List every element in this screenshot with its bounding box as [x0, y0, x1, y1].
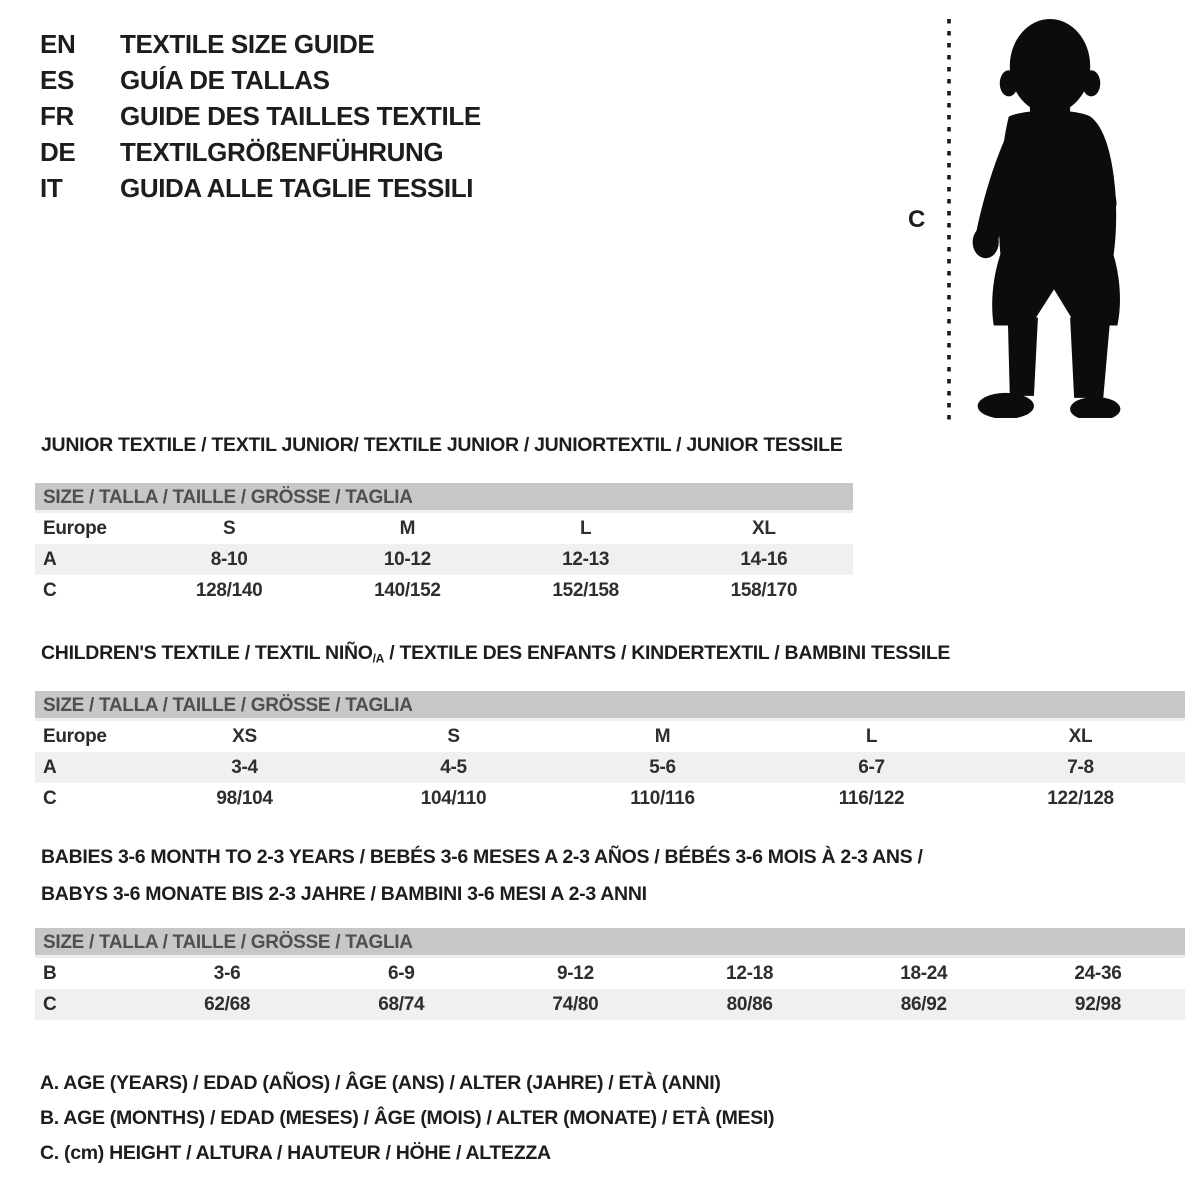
- age-cell: 3-6: [213, 962, 241, 984]
- height-cell: 116/122: [838, 787, 905, 809]
- language-code: IT: [40, 172, 63, 203]
- age-cell: 6-9: [387, 962, 415, 984]
- size-cell: S: [447, 725, 460, 747]
- height-cell: 80/86: [726, 993, 773, 1015]
- age-cell: 14-16: [740, 548, 788, 570]
- age-cell: 5-6: [649, 756, 676, 778]
- height-cell: 110/116: [630, 787, 695, 809]
- language-row: [40, 26, 481, 62]
- height-cell: 68/74: [378, 993, 425, 1015]
- age-cell: 6-7: [858, 756, 885, 778]
- heading-text: CHILDREN'S TEXTILE / TEXTIL NIÑO: [41, 642, 373, 664]
- language-title: TEXTILE SIZE GUIDE: [120, 28, 375, 59]
- babies-section-heading-line2: BABYS 3-6 MONATE BIS 2-3 JAHRE / BAMBINI 3-6 MESI A 2-3 ANNI: [41, 883, 647, 905]
- language-row: [40, 98, 481, 134]
- size-cell: XS: [232, 725, 257, 747]
- size-cell: M: [399, 517, 416, 539]
- table-row: [35, 783, 1185, 814]
- height-cell: 140/152: [374, 579, 441, 601]
- legend-item-b: B. AGE (MONTHS) / EDAD (MESES) / ÂGE (MOIS) / ALTER (MONATE) / ETÀ (MESI): [40, 1107, 775, 1129]
- row-label: A: [43, 548, 57, 570]
- table-row: [35, 513, 853, 544]
- age-cell: 12-18: [726, 962, 774, 984]
- height-cell: 122/128: [1047, 787, 1114, 809]
- row-label: B: [43, 962, 57, 984]
- junior-size-bar: SIZE / TALLA / TAILLE / GRÖSSE / TAGLIA: [35, 483, 853, 513]
- table-row: [35, 989, 1185, 1020]
- language-title: TEXTILGRÖßENFÜHRUNG: [120, 136, 444, 167]
- height-cell: 62/68: [204, 993, 251, 1015]
- legend-item-a: A. AGE (YEARS) / EDAD (AÑOS) / ÂGE (ANS) / ALTER (JAHRE) / ETÀ (ANNI): [40, 1072, 721, 1094]
- size-cell: L: [579, 517, 592, 539]
- children-textile-section: [35, 642, 1185, 814]
- height-cell: 74/80: [552, 993, 599, 1015]
- table-row: [35, 544, 853, 575]
- height-cell: 92/98: [1074, 993, 1121, 1015]
- language-row: [40, 134, 481, 170]
- table-row: [35, 721, 1185, 752]
- row-label: Europe: [43, 517, 107, 539]
- height-cell: 128/140: [195, 579, 263, 601]
- row-label: Europe: [43, 725, 107, 747]
- table-row: [35, 958, 1185, 989]
- language-code: FR: [40, 100, 74, 131]
- language-row: [40, 170, 481, 206]
- heading-subscript: /A: [372, 651, 385, 666]
- language-code: ES: [40, 64, 74, 95]
- height-cell: 104/110: [420, 787, 487, 809]
- language-row: [40, 62, 481, 98]
- height-cell: 152/158: [552, 579, 619, 601]
- height-measure-label: C: [908, 206, 926, 233]
- babies-section-heading-line1: BABIES 3-6 MONTH TO 2-3 YEARS / BEBÉS 3-6 MESES A 2-3 AÑOS / BÉBÉS 3-6 MOIS À 2-3 ANS /: [41, 846, 923, 868]
- dashed-height-line-icon: [944, 15, 954, 425]
- height-cell: 98/104: [216, 787, 273, 809]
- age-cell: 3-4: [231, 756, 258, 778]
- row-label: C: [43, 993, 57, 1015]
- age-cell: 10-12: [383, 548, 431, 570]
- babies-textile-section: [35, 846, 1185, 1020]
- table-row: [35, 575, 853, 606]
- legend: [40, 1066, 774, 1171]
- size-cell: M: [654, 725, 671, 747]
- age-cell: 24-36: [1074, 962, 1122, 984]
- row-label: C: [43, 787, 57, 809]
- height-cell: 86/92: [900, 993, 947, 1015]
- language-code: DE: [40, 136, 76, 167]
- age-cell: 12-13: [562, 548, 610, 570]
- junior-section-heading: JUNIOR TEXTILE / TEXTIL JUNIOR/ TEXTILE JUNIOR / JUNIORTEXTIL / JUNIOR TESSILE: [41, 434, 843, 456]
- age-cell: 18-24: [900, 962, 948, 984]
- table-row: [35, 752, 1185, 783]
- language-title: GUÍA DE TALLAS: [120, 64, 330, 95]
- children-section-heading: [35, 642, 1185, 665]
- toddler-silhouette-icon: [963, 16, 1135, 418]
- size-cell: XL: [1068, 725, 1093, 747]
- heading-text: / TEXTILE DES ENFANTS / KINDERTEXTIL / BAMBINI TESSILE: [384, 642, 951, 664]
- row-label: C: [43, 579, 57, 601]
- height-cell: 158/170: [730, 579, 798, 601]
- language-title: GUIDE DES TAILLES TEXTILE: [120, 100, 481, 131]
- language-title: GUIDA ALLE TAGLIE TESSILI: [120, 172, 474, 203]
- size-cell: XL: [752, 517, 776, 539]
- size-cell: L: [865, 725, 878, 747]
- babies-size-bar: SIZE / TALLA / TAILLE / GRÖSSE / TAGLIA: [35, 928, 1185, 958]
- language-list: [40, 26, 481, 206]
- legend-item-c: C. (cm) HEIGHT / ALTURA / HAUTEUR / HÖHE / ALTEZZA: [40, 1142, 551, 1164]
- age-cell: 4-5: [440, 756, 467, 778]
- size-cell: S: [222, 517, 236, 539]
- language-code: EN: [40, 28, 76, 59]
- age-cell: 9-12: [557, 962, 594, 984]
- row-label: A: [43, 756, 57, 778]
- age-cell: 8-10: [210, 548, 248, 570]
- children-size-bar: SIZE / TALLA / TAILLE / GRÖSSE / TAGLIA: [35, 691, 1185, 721]
- age-cell: 7-8: [1067, 756, 1094, 778]
- junior-textile-section: [35, 434, 853, 606]
